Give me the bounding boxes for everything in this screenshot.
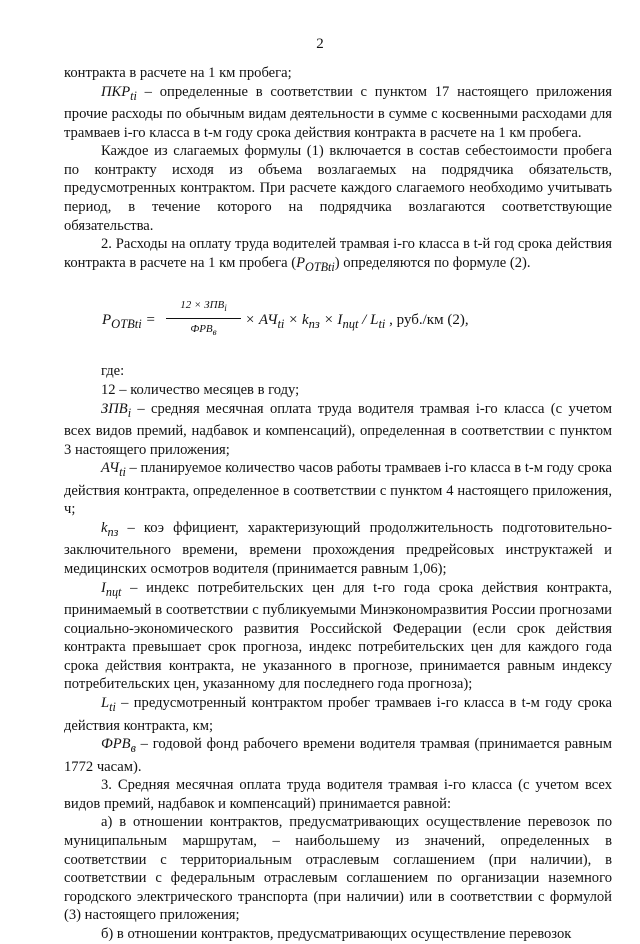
definition-item bbox=[64, 519, 612, 579]
definition-text: – коэ ффициент, характеризующий продолжительность подготовительно-заключительного времени, времени прохождения предрейсовых инструктажей и медицинских осмотров водителя (принимается равным 1,06); bbox=[64, 519, 612, 577]
formula-rhs bbox=[245, 311, 469, 334]
definition-item bbox=[64, 400, 612, 460]
definition-text: – средняя месячная оплата труда водителя трамвая i-го класса (с учетом всех видов премий, надбавок и компенсаций), определенная в соответствии с пунктом 3 настоящего приложения; bbox=[64, 400, 612, 458]
paragraph: где: bbox=[101, 363, 125, 380]
term: ПКР bbox=[101, 83, 131, 100]
term-subscript: пз bbox=[107, 524, 119, 539]
definition-text: – предусмотренный контрактом пробег трамваев i-го класса в t-м году срока действия контракта, км; bbox=[64, 695, 612, 734]
definition-text: – определенные в соответствии с пунктом 17 настоящего приложения прочие расходы по обычным видам деятельности в сумме с косвенными расходами для трамваев i-го класса в t-м году срока действия контракта в расчете на 1 км пробега. bbox=[64, 83, 612, 141]
formula-subscript: пцt bbox=[342, 317, 359, 332]
paragraph-text: ) определяются по формуле (2). bbox=[334, 254, 531, 271]
formula-2 bbox=[102, 298, 612, 342]
definition-item bbox=[64, 459, 612, 519]
paragraph: контракта в расчете на 1 км пробега; bbox=[64, 65, 292, 81]
formula-equals: = bbox=[141, 312, 156, 329]
definition-text: – индекс потребительских цен для t-го года срока действия контракта, принимаемый в соответствии с публикуемыми Минэкономразвития России прогнозами социально-экономического развития Российской Федерации (если срок действия контракта превышает срок прогноза, индекс потребительских цен для каждого года срока действия контракта, не указанного в прогнозе, принимается равным индексу потребительских цен, указанному для последнего года прогноза); bbox=[64, 579, 612, 693]
definition-item bbox=[64, 579, 612, 694]
definition-item bbox=[64, 735, 612, 776]
formula-symbol: P bbox=[102, 312, 112, 329]
formula-factor: × k bbox=[284, 312, 309, 329]
formula-factor: × I bbox=[319, 312, 343, 329]
formula-factor: / L bbox=[358, 312, 379, 329]
term: L bbox=[101, 695, 110, 712]
term: Р bbox=[296, 254, 306, 271]
paragraph bbox=[64, 235, 612, 276]
formula-lhs bbox=[102, 311, 156, 334]
denominator-text: ФРВ bbox=[190, 322, 213, 335]
definition-item bbox=[64, 694, 612, 735]
paragraph-text: 2. Расходы на оплату труда водителей трамвая i-го класса в t-й год срока действия контракта в расчете на 1 км пробега ( bbox=[64, 236, 612, 271]
term-subscript: пцt bbox=[105, 584, 122, 599]
term-subscript: ОТВti bbox=[305, 259, 335, 274]
formula-factor: × АЧ bbox=[245, 312, 278, 329]
term-subscript: i bbox=[127, 405, 132, 420]
term-subscript: ti bbox=[119, 465, 126, 480]
definition-text: – планируемое количество часов работы трамваев i-го класса в t-м году срока действия контракта, определенное в соответствии с пунктом 4 настоящего приложения, ч; bbox=[64, 460, 612, 518]
paragraph: Каждое из слагаемых формулы (1) включается в состав себестоимости пробега по контракту исходя из объема возлагаемых на подрядчика обязательств, предусмотренных контрактом. При расчете каждого слагаемого необходимо учитывать период, в течение которого на подрядчика возлагаются соответствующие обязательства. bbox=[64, 143, 612, 234]
term: k bbox=[101, 519, 108, 536]
numerator-text: 12 × ЗПВ bbox=[180, 299, 225, 312]
term-subscript: ti bbox=[109, 699, 116, 714]
formula-subscript: ОТВti bbox=[111, 317, 142, 332]
definition-item: 12 – количество месяцев в году; bbox=[101, 381, 300, 398]
formula-denominator bbox=[166, 319, 241, 339]
paragraph bbox=[64, 83, 612, 143]
definition-text: – годовой фонд рабочего времени водителя трамвая (принимается равным 1772 часам). bbox=[64, 736, 612, 775]
numerator-subscript: i bbox=[224, 303, 227, 314]
paragraph: 3. Средняя месячная оплата труда водителя трамвая i-го класса (с учетом всех видов премий, надбавок и компенсаций) принимается равной: bbox=[64, 777, 612, 812]
formula-subscript: пз bbox=[308, 317, 320, 332]
term: I bbox=[101, 579, 106, 596]
formula-subscript: ti bbox=[277, 317, 285, 332]
formula-fraction bbox=[166, 298, 241, 338]
page-number: 2 bbox=[316, 36, 324, 52]
term: ЗПВ bbox=[101, 400, 128, 417]
paragraph: а) в отношении контрактов, предусматривающих осуществление перевозок по муниципальным маршрутам, – наибольшему из значений, определенных в соответствии с территориальным отраслевым соглашением (при наличии), в соответствии с федеральным отраслевым соглашением по организации наземного городского электрического транспорта (при наличии) или в соответствии с формулой (3) настоящего приложения; bbox=[64, 814, 612, 924]
formula-numerator bbox=[166, 298, 241, 318]
denominator-subscript: в bbox=[212, 326, 217, 337]
term: ФРВ bbox=[101, 736, 131, 753]
term-subscript: ti bbox=[130, 88, 137, 103]
document-body bbox=[64, 64, 612, 944]
term: АЧ bbox=[101, 460, 120, 477]
term-subscript: в bbox=[130, 741, 136, 756]
paragraph: б) в отношении контрактов, предусматривающих осуществление перевозок bbox=[101, 926, 572, 942]
formula-subscript: ti bbox=[378, 317, 386, 332]
formula-units: , руб./км (2), bbox=[385, 312, 469, 329]
